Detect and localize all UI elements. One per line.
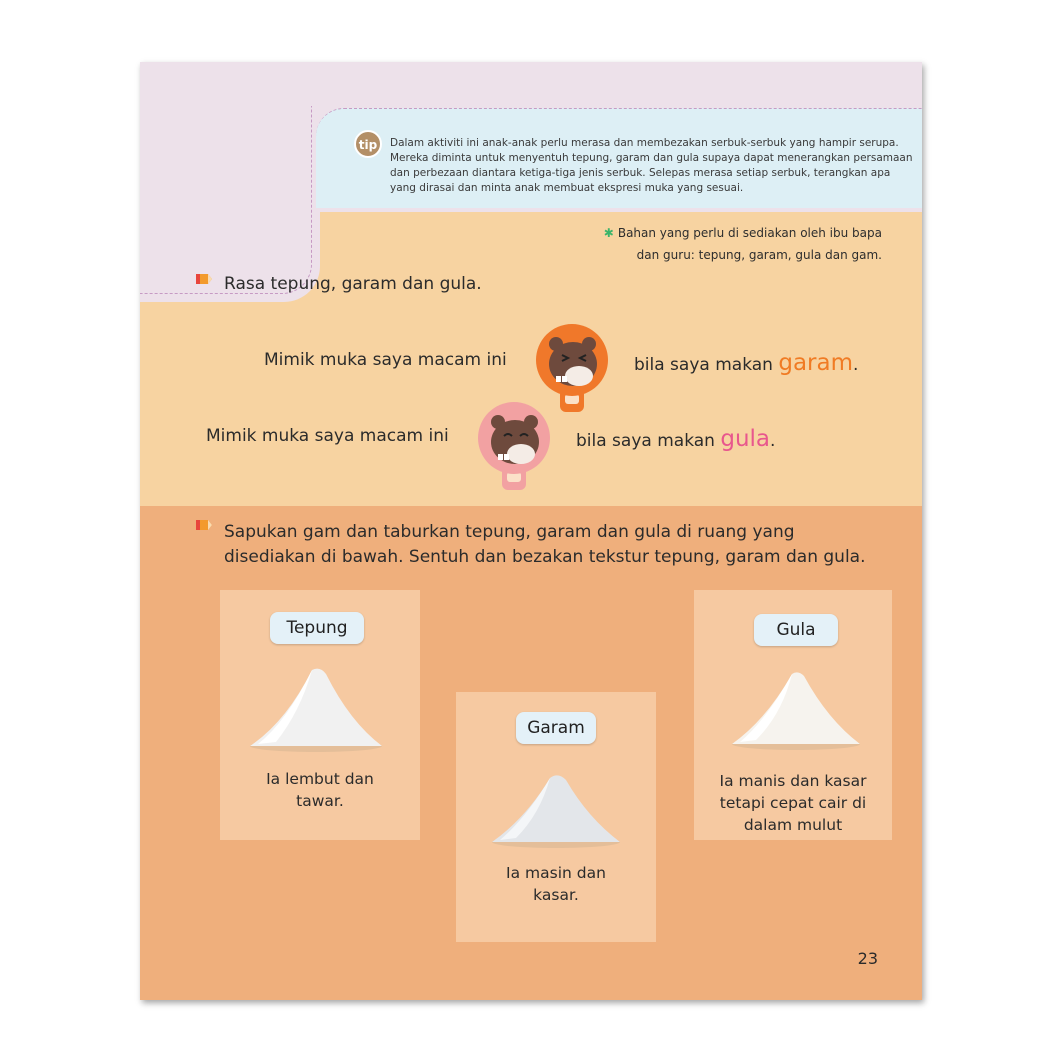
gula-label: Gula — [754, 614, 838, 646]
gula-word: gula — [720, 426, 771, 452]
pencil-icon — [194, 272, 214, 286]
tepung-description: Ia lembut dan tawar. — [266, 770, 374, 810]
row2-after: bila saya makan gula. — [576, 426, 776, 452]
row2-before: Mimik muka saya macam ini — [206, 426, 449, 446]
pencil-icon — [194, 518, 214, 532]
flour-pile-icon — [246, 662, 386, 756]
card-tepung[interactable] — [220, 590, 420, 840]
salt-pile-icon — [486, 762, 626, 852]
materials-note: ✱ Bahan yang perlu di sediakan oleh ibu bapa dan guru: tepung, garam, gula dan gam. — [603, 226, 882, 262]
card-garam[interactable] — [456, 692, 656, 942]
row1-before: Mimik muka saya macam ini — [264, 350, 507, 370]
row1-after: bila saya makan garam. — [634, 350, 859, 376]
workbook-page — [140, 62, 922, 1000]
dashed-border — [140, 106, 312, 294]
page-number: 23 — [857, 949, 878, 968]
tip-text: Dalam aktiviti ini anak-anak perlu merasa dan membezakan serbuk-serbuk yang hampir serupa. Mereka diminta untuk menyentuh tepung, garam dan gula supaya dapat menerangkan persamaan dan perbezaan diantara ketiga-tiga jenis serbuk. Selepas merasa setiap serbuk, terangkan apa yang dirasai dan minta anak membuat ekspresi muka yang sesuai. — [390, 137, 913, 194]
gula-description: Ia manis dan kasar tetapi cepat cair di dalam mulut — [719, 772, 867, 834]
star-icon: ✱ — [603, 226, 614, 240]
card-gula[interactable] — [694, 590, 892, 840]
tepung-label: Tepung — [270, 612, 364, 644]
garam-label: Garam — [516, 712, 596, 744]
sugar-pile-icon — [726, 664, 866, 754]
garam-word: garam — [778, 350, 853, 376]
activity1-heading: Rasa tepung, garam dan gula. — [224, 274, 482, 294]
tip-badge: tip — [354, 130, 382, 158]
activity2-heading: Sapukan gam dan taburkan tepung, garam dan gula di ruang yang disediakan di bawah. Sentuh dan bezakan tekstur tepung, garam dan gula. — [224, 522, 866, 567]
garam-description: Ia masin dan kasar. — [506, 864, 606, 904]
happy-face-icon — [476, 400, 556, 492]
